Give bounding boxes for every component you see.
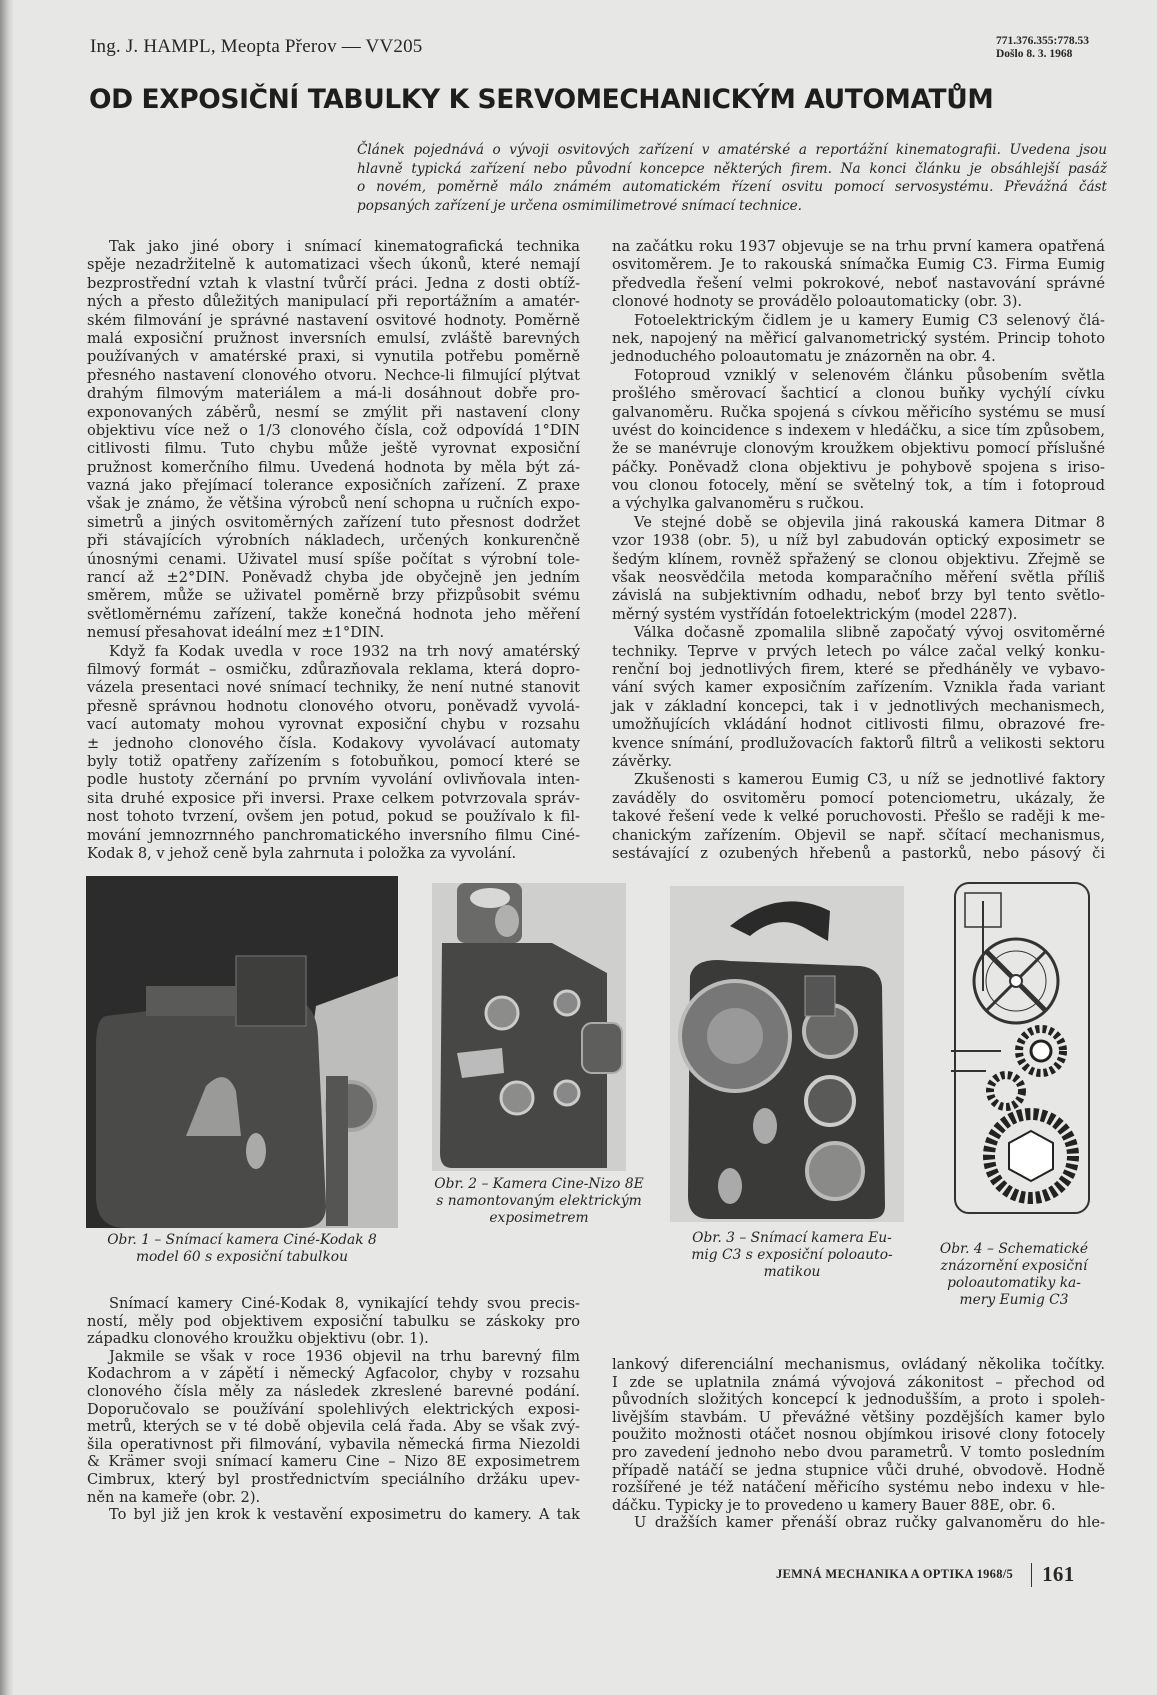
caption-line: exposimetrem xyxy=(489,1210,589,1226)
classification-code: 771.376.355:778.53 xyxy=(996,35,1089,47)
text-line: že se manévruje clonovým kroužkem objektivu pomocí příslušné xyxy=(612,440,1105,458)
caption-line: Obr. 1 – Snímací kamera Ciné-Kodak 8 xyxy=(107,1232,377,1248)
figure-4-caption xyxy=(930,1241,1098,1309)
abstract-line: Článek pojednává o vývoji osvitových zařízení v amatérské a reportážní kinematografii. Uvedena jsou xyxy=(357,142,1107,158)
text-line: únosnými cenami. Uživatel musí spíše počítat s výrobní tole- xyxy=(87,550,580,568)
text-line: Cimbrux, který byl prostřednictvím speciálního držáku upev- xyxy=(87,1470,580,1488)
text-line: ± jednoho clonového čísla. Kodakovy vyvolávací automaty xyxy=(87,734,580,752)
text-line: vou clonou fotocely, mění se světelný tok, a tím i fotoproud xyxy=(612,477,1105,495)
caption-line: Obr. 4 – Schematické xyxy=(939,1241,1089,1257)
text-line: na začátku roku 1937 objevuje se na trhu první kamera opatřená xyxy=(612,238,1105,255)
figure-2-caption xyxy=(414,1176,664,1227)
received-date: Došlo 8. 3. 1968 xyxy=(996,48,1073,60)
text-line: byly totiž opatřeny zařízením s fotobuňkou, pomocí které se xyxy=(87,752,580,770)
caption-line: s namontovaným elektrickým xyxy=(436,1193,642,1209)
text-line: ností, měly pod objektivem exposiční tabulku se záskoky pro xyxy=(87,1312,580,1330)
text-line: metrů, kterých se v té době objevila celá řada. Aby se však zvý- xyxy=(87,1418,580,1436)
text-line: Zkušenosti s kamerou Eumig C3, u níž se jednotlivé faktory xyxy=(634,771,1105,789)
text-line: směrem, může se uživatel poměrně brzy přizpůsobit svému xyxy=(87,587,580,605)
abstract-line: popsaných zařízení je určena osmimilimetrové snímací technice. xyxy=(357,197,802,214)
text-line: Když fa Kodak uvedla v roce 1932 na trh nový amatérský xyxy=(109,642,580,660)
paragraph xyxy=(612,312,1105,367)
paragraph xyxy=(612,514,1105,624)
text-line: osvitoměrem. Je to rakouská snímačka Eumig C3. Firma Eumig xyxy=(612,256,1105,274)
text-line: livějším stavbám. U převážné většiny pozdějších kamer bylo xyxy=(612,1408,1105,1426)
text-line: kvence snímání, prodlužovacích faktorů filtrů a velikosti sektoru xyxy=(612,734,1105,752)
paragraph xyxy=(87,643,580,864)
text-line: exponovaných záběrů, nesmí se zmýlit při nastavení clony xyxy=(87,403,580,421)
text-line: galvanoměru. Ručka spojená s cívkou měřicího systému se musí xyxy=(612,403,1105,421)
text-line: clonové hodnoty se provádělo poloautomaticky (obr. 3). xyxy=(612,293,1023,311)
text-line: ském filmování je správné nastavení osvitové hodnoty. Poměrně xyxy=(87,311,580,329)
text-line: při stávajících výrobních nákladech, určených konkurenčně xyxy=(87,532,580,550)
figure-3-camera-photo xyxy=(670,886,904,1222)
page-footer xyxy=(776,1562,1075,1587)
text-line: I zde se uplatnila známá vývojová zákonitost – přechod od xyxy=(612,1373,1105,1391)
text-line: jednoduchého poloautomatu je znázorněn na obr. 4. xyxy=(612,348,996,366)
paragraph xyxy=(612,771,1105,863)
caption-line: mery Eumig C3 xyxy=(959,1292,1069,1308)
text-line: Tak jako jiné obory i snímací kinematografická technika xyxy=(109,238,580,255)
text-line: takové řešení vede k velké poruchovosti. Přešlo se raději k me- xyxy=(612,808,1105,826)
text-line: přesného nastavení clonového otvoru. Nechce-li filmující plýtvat xyxy=(87,366,580,384)
paragraph xyxy=(612,1514,1105,1532)
text-line: závěrky. xyxy=(612,752,673,770)
text-line: filmový formát – osmičku, zdůrazňovala reklama, která dopro- xyxy=(87,660,580,678)
text-line: uvést do koincidence s indexem v hledáčku, a sice tím způsobem, xyxy=(612,421,1105,439)
text-line: ných a přesto důležitých manipulací při reportážním a amatér- xyxy=(87,293,580,311)
text-line: vání svých kamer exposičním zařízením. Vznikla řada variant xyxy=(612,679,1105,697)
text-line: vzor 1938 (obr. 5), u níž byl zabudován optický exposimetr se xyxy=(612,532,1105,550)
paragraph xyxy=(612,624,1105,771)
text-line: vací automaty mohou vyrovnat exposiční chybu v rozsahu xyxy=(87,716,580,734)
text-line: rancí až ±2°DIN. Poněvadž chyba jde obyčejně jen jedním xyxy=(87,569,580,587)
figure-3-caption xyxy=(678,1230,906,1281)
text-line: nost tohoto tvrzení, ovšem jen potud, pokud se používalo k fil- xyxy=(87,808,580,826)
text-line: vázela presentaci nové snímací techniky, že není nutné stanovit xyxy=(87,679,580,697)
paragraph xyxy=(87,1295,580,1348)
paragraph xyxy=(612,238,1105,312)
text-line: vazná jako přejímací tolerance exposičních zařízení. Z praxe xyxy=(87,477,580,495)
text-line: případě natáčí se jedna stupnice vůči druhé, obvodově. Hodně xyxy=(612,1461,1105,1479)
text-line: umožňujících vkládání hodnot citlivosti filmu, obrazové fre- xyxy=(612,716,1105,734)
paragraph xyxy=(612,1356,1105,1514)
scan-edge-shadow xyxy=(0,0,14,1695)
paragraph xyxy=(87,1348,580,1506)
text-line: něn na kameře (obr. 2). xyxy=(87,1488,261,1506)
text-line: clonového čísla měly za následek zkreslené barevné podání. xyxy=(87,1382,580,1400)
text-line: použito možnosti otáčet nosnou objímkou irisové clony fotocely xyxy=(612,1426,1105,1444)
text-line: mování jemnozrnného panchromatického inversního filmu Ciné- xyxy=(87,826,580,844)
text-line: Ve stejné době se objevila jiná rakouská kamera Ditmar 8 xyxy=(634,513,1105,531)
caption-line: matikou xyxy=(763,1264,821,1280)
page-number: 161 xyxy=(1042,1562,1075,1586)
text-line: původních složitých koncepcí k jednodušším, a proto i spoleh- xyxy=(612,1391,1105,1409)
text-line: nek, napojený na měřicí galvanometrický systém. Princip tohoto xyxy=(612,329,1105,347)
text-line: však neosvědčila metoda komparačního měření světla příliš xyxy=(612,569,1105,587)
text-line: závislá na subjektivním odhadu, neboť brzy byl tento světlo- xyxy=(612,587,1105,605)
text-line: prošlého směrovací šachticí a clonou buňky vychýlí cívku xyxy=(612,385,1105,403)
paragraph xyxy=(87,1506,580,1524)
text-line: sita druhé exposice při inversi. Praxe celkem potvrzovala správ- xyxy=(87,789,580,807)
text-line: Válka dočasně zpomalila slibně započatý vývoj osvitoměrné xyxy=(634,624,1105,642)
text-line: lankový diferenciální mechanismus, ovládaný několika točítky. xyxy=(612,1356,1105,1373)
text-line: techniky. Teprve v prvých letech po válce začal velký konku- xyxy=(612,642,1105,660)
text-line: renční boj jednotlivých firem, které se předháněly ve vybavo- xyxy=(612,660,1105,678)
caption-line: poloautomatiky ka- xyxy=(947,1275,1081,1291)
text-line: Kodachrom a v zápětí i německý Agfacolor, chyby v rozsahu xyxy=(87,1365,580,1383)
paragraph xyxy=(87,238,580,643)
text-line: Kodak 8, v jehož ceně byla zahrnuta i položka za vyvolání. xyxy=(87,844,517,862)
abstract-line: hlavně typická zařízení nebo původní koncepce některých firem. Na konci článku je obsáhlejší pasáž xyxy=(357,160,1107,177)
text-line: dáčku. Typicky je to provedeno u kamery Bauer 88E, obr. 6. xyxy=(612,1496,1056,1514)
text-line: Fotoproud vzniklý v selenovém článku působením světla xyxy=(634,366,1105,384)
caption-line: mig C3 s exposiční poloauto- xyxy=(691,1247,893,1263)
abstract-line: o novém, poměrně málo známém automatickém řízení osvitu pomocí servosystému. Převážná část xyxy=(357,179,1107,195)
text-line: bezprostřední vztah k vlastní tvůrčí práci. Jedna z dosti obtíž- xyxy=(87,274,580,292)
text-line: světloměrnému zařízení, takže konečná hodnota jeho měření xyxy=(87,605,580,623)
text-line: šedým klínem, rovněž spřažený se clonou objektivu. Zřejmě se xyxy=(612,550,1105,568)
paragraph xyxy=(612,367,1105,514)
figure-4-schematic-diagram xyxy=(951,881,1093,1217)
text-line: jak v základní koncepci, tak i v jednotlivých mechanismech, xyxy=(612,697,1105,715)
caption-line: Obr. 2 – Kamera Cine-Nizo 8E xyxy=(434,1176,644,1192)
text-line: rozšířené je též natáčení měřicího systému nebo indexu v hle- xyxy=(612,1479,1105,1497)
text-line: Jakmile se však v roce 1936 objevil na trhu barevný film xyxy=(109,1347,580,1365)
article-title: OD EXPOSIČNÍ TABULKY K SERVOMECHANICKÝM AUTOMATŮM xyxy=(89,84,994,115)
text-line: pro zavedení jednoho nebo dvou parametrů. V tomto posledním xyxy=(612,1443,1105,1461)
journal-name: JEMNÁ MECHANIKA A OPTIKA 1968/5 xyxy=(776,1567,1014,1581)
footer-divider xyxy=(1031,1563,1032,1587)
author-line: Ing. J. HAMPL, Meopta Přerov — VV205 xyxy=(90,36,423,57)
text-line: podle hustoty zčernání po prvním vyvolání ovlivňovala inten- xyxy=(87,771,580,789)
text-line: západku clonového kroužku objektivu (obr. 1). xyxy=(87,1330,429,1348)
text-line: však je známo, že většina výrobců není schopna u ručních expo- xyxy=(87,495,580,513)
column-right-bottom xyxy=(612,1356,1105,1532)
text-line: objektivu více než o 1/3 clonového čísla, což odpovídá 1°DIN xyxy=(87,421,580,439)
text-line: simetrů a jiných osvitoměrných zařízení tuto přesnost dodržet xyxy=(87,513,580,531)
caption-line: znázornění exposiční xyxy=(940,1258,1088,1274)
figure-1-camera-photo xyxy=(86,876,398,1228)
figure-2-camera-photo xyxy=(432,883,626,1171)
text-line: předvedla řešení velmi pokrokové, neboť nastavování správné xyxy=(612,274,1105,292)
caption-line: model 60 s exposiční tabulkou xyxy=(135,1249,349,1265)
text-line: malá exposiční pružnost inversních emulsí, zvláště barevných xyxy=(87,329,580,347)
header-meta xyxy=(996,35,1089,61)
text-line: Doporučovalo se používání spolehlivých elektrických exposi- xyxy=(87,1400,580,1418)
text-line: zaváděly do osvitoměru pomocí potenciometru, ukázaly, že xyxy=(612,789,1105,807)
text-line: páčky. Poněvadž clona objektivu je pohybově spojena s iriso- xyxy=(612,458,1105,476)
text-line: drahým filmovým materiálem a má-li dosáhnout dobře pro- xyxy=(87,385,580,403)
text-line: citlivosti filmu. Tuto chybu může ještě vyrovnat exposiční xyxy=(87,440,580,458)
column-left-top xyxy=(87,238,580,863)
text-line: U dražších kamer přenáší obraz ručky galvanoměru do hle- xyxy=(634,1514,1105,1532)
column-left-bottom xyxy=(87,1295,580,1524)
caption-line: Obr. 3 – Snímací kamera Eu- xyxy=(692,1230,892,1246)
text-line: přesně správnou hodnotu clonového otvoru, poněvadž vyvolá- xyxy=(87,697,580,715)
text-line: chanickým zařízením. Objevil se např. sčítací mechanismus, xyxy=(612,826,1105,844)
figure-1-caption xyxy=(84,1232,400,1266)
text-line: & Krämer svoji snímací kameru Cine – Nizo 8E exposimetrem xyxy=(87,1453,580,1471)
text-line: Snímací kamery Ciné-Kodak 8, vynikající tehdy svou precis- xyxy=(109,1295,580,1312)
text-line: a výchylka galvanoměru s ručkou. xyxy=(612,495,865,513)
text-line: pružnost komerčního filmu. Uvedená hodnota by měla být zá- xyxy=(87,458,580,476)
text-line: To byl již jen krok k vestavění exposimetru do kamery. A tak xyxy=(109,1506,580,1524)
text-line: nemusí přesahovat ideální mez ±1°DIN. xyxy=(87,624,385,642)
text-line: sestávající z ozubených hřebenů a pastorků, nebo pásový či xyxy=(612,844,1105,862)
text-line: Fotoelektrickým čidlem je u kamery Eumig C3 selenový člá- xyxy=(634,311,1105,329)
text-line: měrný systém vystřídán fotoelektrickým (model 2287). xyxy=(612,605,1018,623)
abstract xyxy=(357,141,1107,215)
column-right-top xyxy=(612,238,1105,863)
text-line: spěje nezadržitelně k automatizaci všech úkonů, které nemají xyxy=(87,256,580,274)
text-line: šila operativnost při filmování, vybavila německá firma Niezoldi xyxy=(87,1435,580,1453)
text-line: používaných v amatérské praxi, si vynutila potřebu poměrně xyxy=(87,348,580,366)
